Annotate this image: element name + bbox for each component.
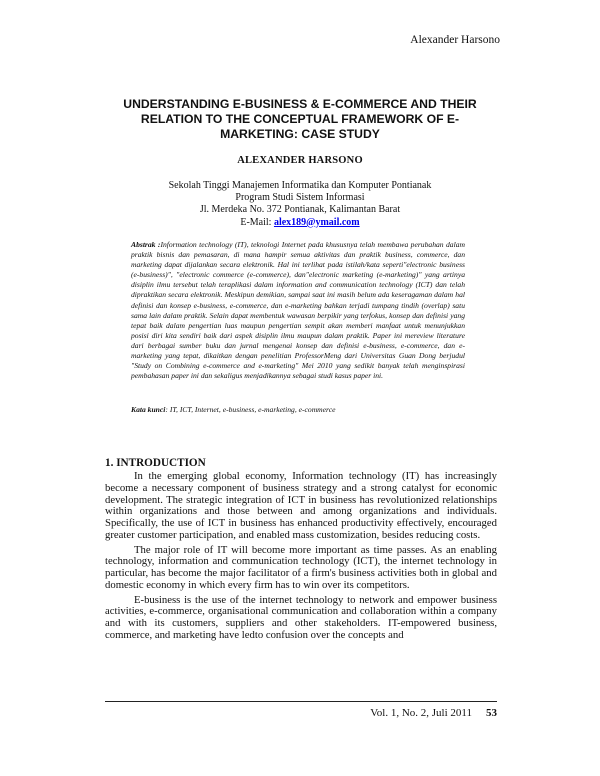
paper-title: UNDERSTANDING E-BUSINESS & E-COMMERCE AND THEIR RELATION TO THE CONCEPTUAL FRAMEWORK OF E-MARKETING: CASE STUDY (123, 97, 477, 142)
footer-divider (105, 701, 497, 702)
affiliation (150, 180, 450, 229)
abstract (131, 240, 465, 381)
paragraph: The major role of IT will become more important as time passes. As an enabling technology, information and communication technology (ICT), the internet technology in particular, has become the major facilitator of a firm's business activities both in global and domestic economy in which every firm has to win over its competitors. (105, 543, 497, 591)
page-number: 53 (486, 707, 497, 719)
address: Jl. Merdeka No. 372 Pontianak, Kalimantan Barat (199, 204, 401, 216)
abstract-text: Information technology (IT), teknologi Internet pada khususnya telah membawa perubahan dalam praktik bisnis dan pemasaran, di mana hampir semua aktivitas dan praktik business, commerce, dan marketing dapat dijalankan secara elektronik. Hal ini terlihat pada istilah/kata seperti"electronic business (e-business)", "electronic commerce (e-commerce), dan"electronic marketing (e-marketing)" yang artinya disiplin ilmu tersebut telah teraplikasi dalam information and communication technology (ICT) dan telah dipraktikan secara elektronik. Meskipun demikian, sampai saat ini masih belum ada keseragaman dalam hal definisi dan konsep e-business, e-commerce, dan e-marketing bahkan terjadi tumpang tindih (overlap) satu sama lain dalam praktik. Selain dapat membentuk wawasan berpikir yang terfokus, konsep dan definisi yang tepat baik dalam pengertian luas maupun pengertian sempit akan memberi manfaat untuk menunjukkan posisi diri kita sendiri baik dari aspek disiplin ilmu maupun dalam praktik. Paper ini mereview literature dari berbagai sumber buku dan jurnal mengenai konsep dan definisi e-business, e-commerce, dan e-marketing yang tepat, dikaitkan dengan penelitian ProfessorMeng dari Universitas Guan Dong berjudul "Study on Combining e-commerce and e-marketing" Mei 2010 yang sedikit banyak telah menginspirasi pembahasan paper ini dan sekaligus menjadikannya sebagai studi kasus paper ini. (131, 240, 465, 381)
section-title: INTRODUCTION (116, 457, 206, 469)
email-line (150, 217, 450, 229)
body-text (105, 471, 497, 645)
email-label: E-Mail: (240, 216, 274, 228)
keywords-text: : IT, ICT, Internet, e-business, e-marketing, e-commerce (165, 405, 336, 414)
footer (370, 707, 497, 719)
institution: Sekolah Tinggi Manajemen Informatika dan Komputer Pontianak (168, 180, 432, 191)
running-header-author: Alexander Harsono (410, 34, 500, 46)
program: Program Studi Sistem Informasi (235, 192, 365, 204)
paragraph: E-business is the use of the internet technology to network and empower business activities, e-commerce, organisational communication and collaboration within a company and with its customers, suppliers and other stakeholders. IT-empowered business, commerce, and marketing have ledto confusion over the concepts and (105, 593, 497, 641)
volume-info: Vol. 1, No. 2, Juli 2011 (370, 707, 472, 719)
paragraph: In the emerging global economy, Information technology (IT) has increasingly become a necessary component of business strategy and a strong catalyst for economic development. The strategic integration of ICT in business has revolutionized relationships within organizations and those between and among organizations and individuals. Specifically, the use of ICT in business has enhanced productivity effectively, encouraged greater customer participation, and enabled mass customization, besides reducing costs. (105, 470, 497, 541)
section-heading (105, 457, 206, 469)
author-name: ALEXANDER HARSONO (237, 155, 363, 166)
abstract-label: Abstrak : (131, 240, 161, 249)
section-number: 1. (105, 457, 114, 469)
keywords-label: Kata kunci (131, 405, 166, 414)
email-link[interactable]: alex189@ymail.com (273, 216, 360, 228)
keywords (131, 405, 465, 414)
